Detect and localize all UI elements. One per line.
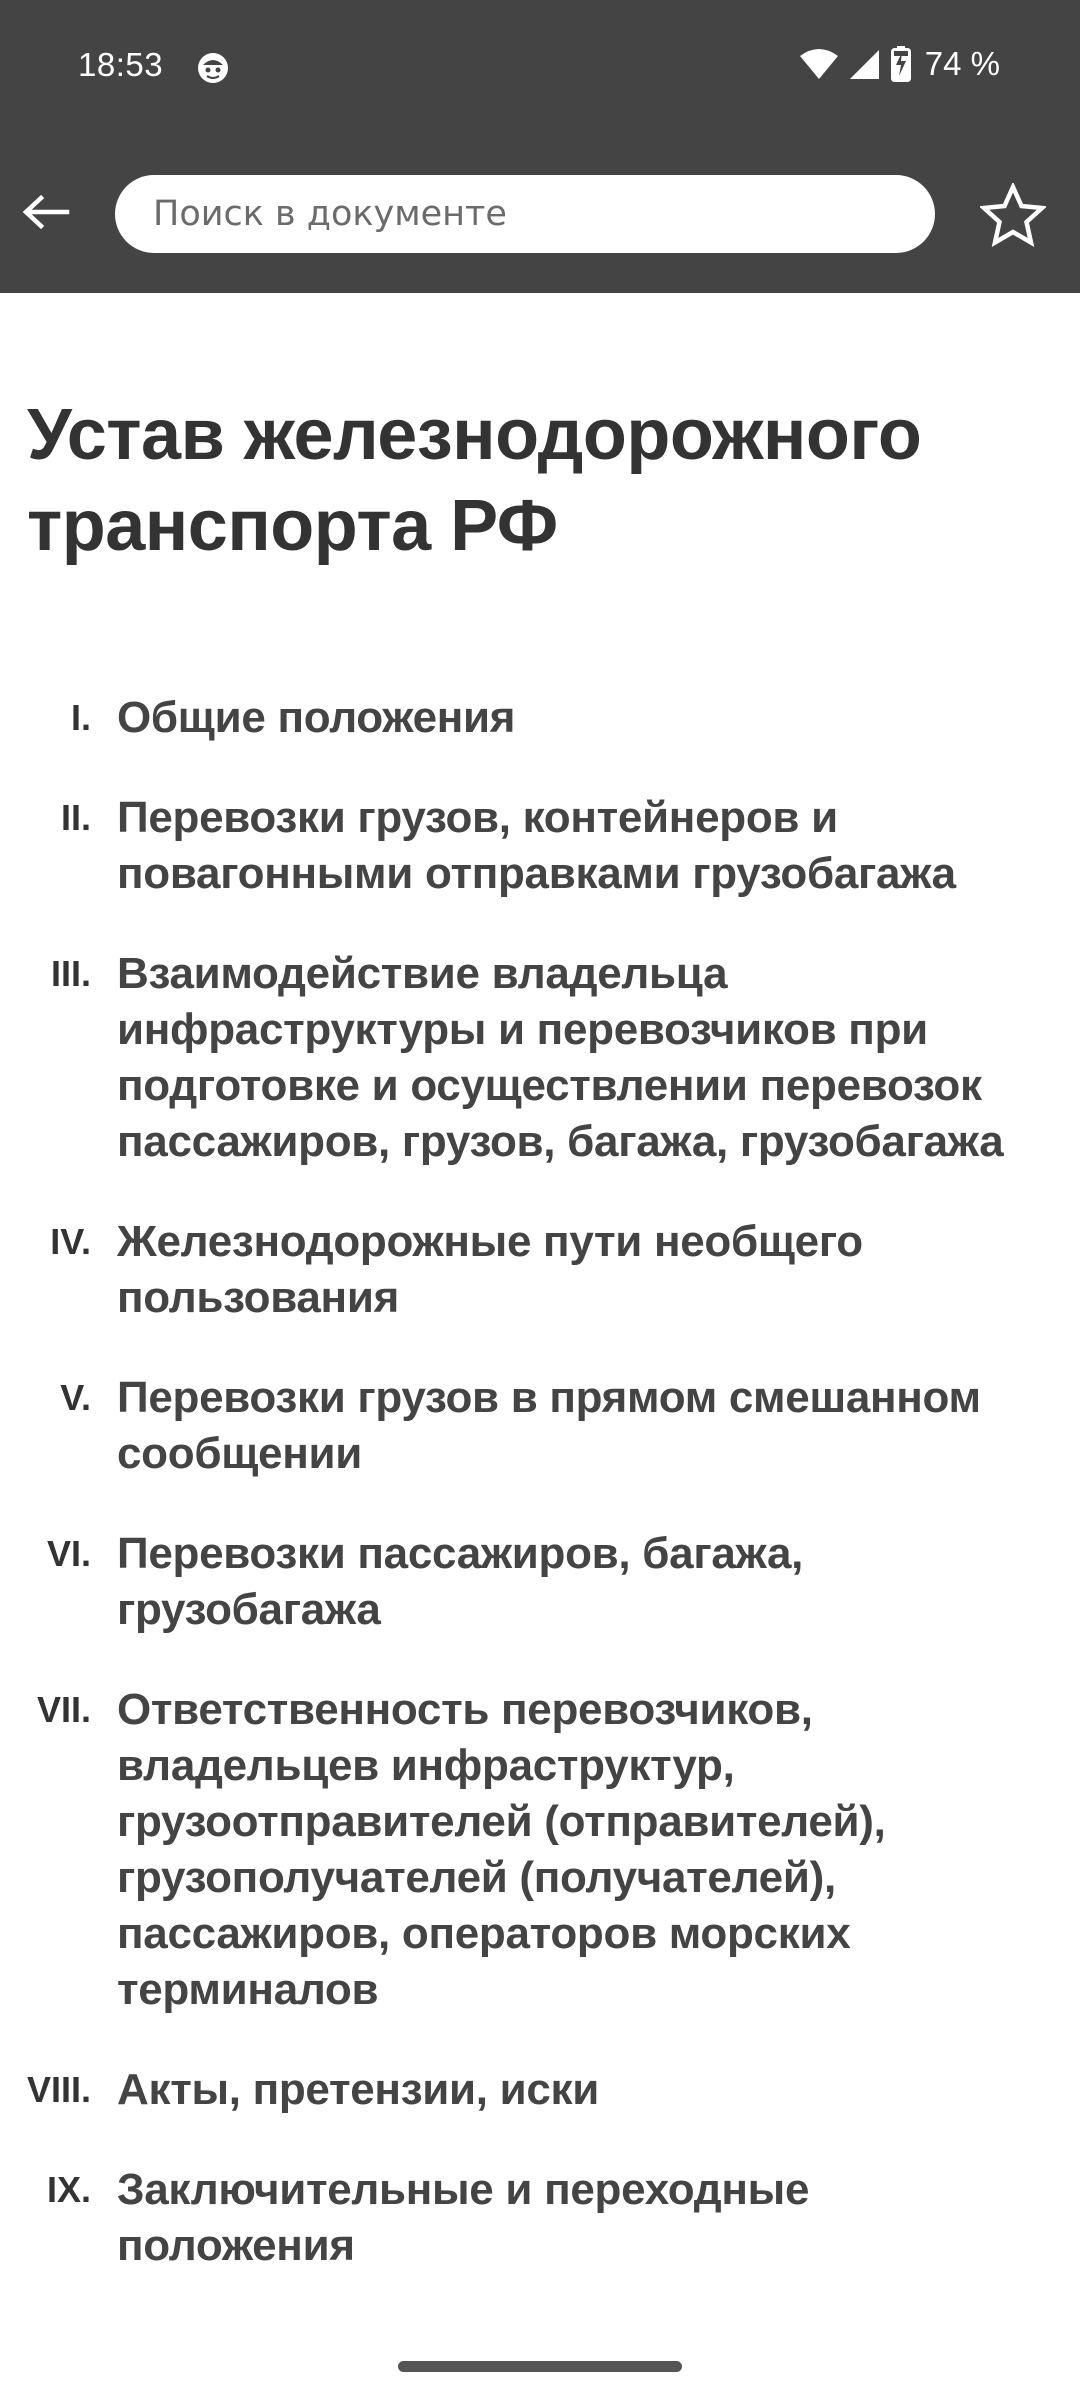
toc-item-number: VII. <box>36 1689 91 1730</box>
toc-item-1[interactable] <box>0 690 1080 746</box>
toc-item-title[interactable]: Перевозки грузов в прямом смешанном сообщении <box>117 1373 981 1478</box>
home-gesture-bar[interactable] <box>398 2361 682 2372</box>
search-field[interactable] <box>115 175 935 253</box>
toc-item-4[interactable] <box>0 1214 1080 1326</box>
toc-item-title[interactable]: Акты, претензии, иски <box>117 2065 600 2114</box>
toc-item-title[interactable]: Заключительные и переходные положения <box>117 2165 810 2270</box>
app-notification-icon <box>196 51 230 85</box>
toc-item-title[interactable]: Перевозки пассажиров, багажа, грузобагажа <box>117 1529 804 1634</box>
favorite-button[interactable] <box>976 178 1050 252</box>
toc-item-number: IX. <box>46 2169 91 2210</box>
table-of-contents <box>0 690 1080 2318</box>
star-outline-icon <box>980 183 1046 247</box>
status-bar <box>0 0 1080 134</box>
toc-item-number: V. <box>60 1377 91 1418</box>
battery-charging-icon <box>891 46 911 82</box>
toc-item-9[interactable] <box>0 2162 1080 2274</box>
toc-item-number: I. <box>70 697 91 738</box>
cell-signal-icon <box>849 48 881 80</box>
toc-item-number: III. <box>50 953 91 994</box>
app-header <box>0 0 1080 293</box>
toc-item-8[interactable] <box>0 2062 1080 2118</box>
arrow-left-icon <box>21 194 71 230</box>
toc-item-3[interactable] <box>0 946 1080 1170</box>
toc-item-title[interactable]: Общие положения <box>117 693 516 742</box>
status-indicators <box>799 44 1000 84</box>
back-button[interactable] <box>14 180 78 244</box>
toc-item-number: VI. <box>46 1533 91 1574</box>
toc-item-title[interactable]: Ответственность перевозчиков, владельцев инфраструктур, грузоотправителей (отправителей), грузополучателей (получателей), пассажиров, операторов морских терминалов <box>117 1685 886 2014</box>
toc-item-6[interactable] <box>0 1526 1080 1638</box>
toc-item-number: VIII. <box>26 2069 91 2110</box>
toc-item-title[interactable]: Взаимодействие владельца инфраструктуры и перевозчиков при подготовке и осуществлении перевозок пассажиров, грузов, багажа, грузобагажа <box>117 949 1004 1166</box>
toc-item-2[interactable] <box>0 790 1080 902</box>
status-time: 18:53 <box>78 46 164 83</box>
search-input[interactable] <box>151 193 899 235</box>
toolbar <box>0 134 1080 293</box>
toc-item-5[interactable] <box>0 1370 1080 1482</box>
toc-item-number: II. <box>60 797 91 838</box>
battery-percentage: 74 % <box>924 45 1000 82</box>
toc-item-7[interactable] <box>0 1682 1080 2018</box>
toc-item-number: IV. <box>50 1221 91 1262</box>
document-title: Устав железнодорожного транспорта РФ <box>27 395 922 566</box>
wifi-icon <box>799 48 839 80</box>
toc-item-title[interactable]: Перевозки грузов, контейнеров и повагонными отправками грузобагажа <box>117 793 956 898</box>
toc-item-title[interactable]: Железнодорожные пути необщего пользования <box>117 1217 863 1322</box>
